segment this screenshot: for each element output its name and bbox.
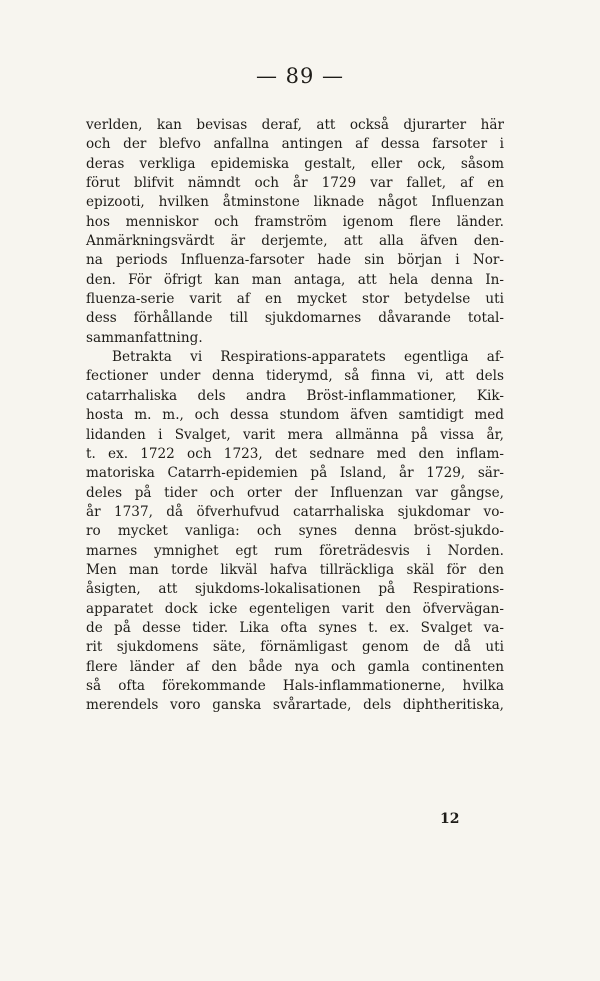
text-line: matoriska Catarrh-epidemien på Island, år 1729, sär- — [86, 465, 504, 482]
text-line: fluenza-serie varit af en mycket stor betydelse uti — [86, 291, 504, 308]
text-line: deras verkliga epidemiska gestalt, eller ock, såsom — [86, 155, 504, 172]
text-line: den. För öfrigt kan man antaga, att hela denna In- — [86, 271, 504, 288]
text-line: flere länder af den både nya och gamla continenten — [86, 658, 504, 675]
text-line: Anmärkningsvärdt är derjemte, att alla äfven den- — [86, 233, 504, 250]
text-line: sammanfattning. — [86, 329, 203, 346]
text-line: catarrhaliska dels andra Bröst-inflammationer, Kik- — [86, 387, 504, 404]
text-line: Men man torde likväl hafva tillräckliga skäl för den — [86, 561, 504, 578]
text-line: de på desse tider. Lika ofta synes t. ex. Svalget va- — [86, 619, 504, 636]
text-line: t. ex. 1722 och 1723, det sednare med den inflam- — [86, 445, 504, 462]
text-line: hosta m. m., och dessa stundom äfven samtidigt med — [86, 407, 504, 424]
text-line: lidanden i Svalget, varit mera allmänna på vissa år, — [86, 426, 504, 443]
text-line: så ofta förekommande Hals-inflammationerne, hvilka — [86, 677, 504, 694]
text-line: apparatet dock icke egenteligen varit den öfvervägan- — [86, 600, 504, 617]
text-line: rit sjukdomens säte, förnämligast genom de då uti — [86, 639, 504, 656]
text-line: ro mycket vanliga: och synes denna bröst-sjukdo- — [86, 523, 504, 540]
text-line: hos menniskor och framström igenom flere länder. — [86, 213, 504, 230]
text-line: Betrakta vi Respirations-apparatets egentliga af- — [112, 349, 504, 366]
text-line: deles på tider och orter der Influenzan var gångse, — [86, 484, 504, 501]
text-line: epizooti, hvilken åtminstone liknade något Influenzan — [86, 194, 504, 211]
text-line: och der blefvo anfallna antingen af dessa farsoter i — [86, 136, 504, 153]
text-line: dess förhållande till sjukdomarnes dåvarande total- — [86, 310, 504, 327]
printer-signature-mark: 12 — [440, 811, 460, 827]
text-line: merendels voro ganska svårartade, dels diphtheritiska, — [86, 697, 504, 714]
text-line: år 1737, då öfverhufvud catarrhaliska sjukdomar vo- — [86, 503, 504, 520]
text-line: marnes ymnighet egt rum företrädesvis i Norden. — [86, 542, 504, 559]
text-body — [86, 116, 504, 716]
text-line: förut blifvit nämndt och år 1729 var fallet, af en — [86, 175, 504, 192]
text-line: åsigten, att sjukdoms-lokalisationen på Respirations- — [86, 581, 504, 598]
text-line: na periods Influenza-farsoter hade sin början i Nor- — [86, 252, 504, 269]
page-number: — 89 — — [255, 64, 345, 88]
text-line: fectioner under denna tiderymd, så finna vi, att dels — [86, 368, 504, 385]
text-line: verlden, kan bevisas deraf, att också djurarter här — [86, 117, 504, 133]
